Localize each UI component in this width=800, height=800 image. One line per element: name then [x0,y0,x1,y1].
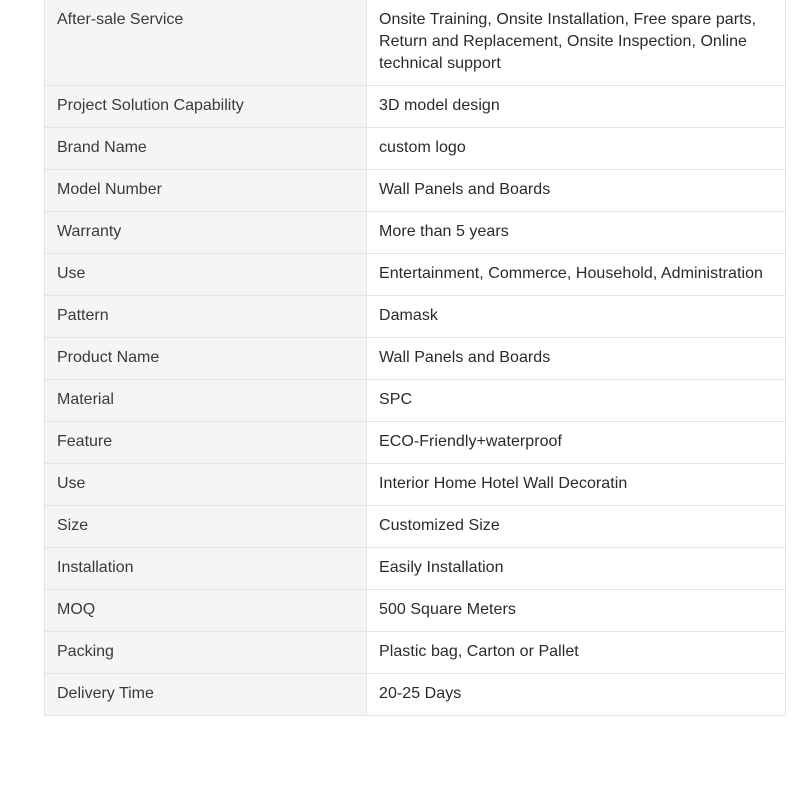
spec-value: custom logo [367,128,786,170]
spec-key: Use [45,254,367,296]
spec-row-warranty [45,212,786,254]
spec-key: Project Solution Capability [45,86,367,128]
spec-key: Installation [45,548,367,590]
spec-row-product-name [45,338,786,380]
spec-value: More than 5 years [367,212,786,254]
spec-key: Brand Name [45,128,367,170]
spec-row-project-solution-capability [45,86,786,128]
spec-row-after-sale-service [45,0,786,86]
spec-value: Interior Home Hotel Wall Decoratin [367,464,786,506]
spec-value: Easily Installation [367,548,786,590]
spec-value: 500 Square Meters [367,590,786,632]
spec-row-size [45,506,786,548]
spec-key: Size [45,506,367,548]
spec-key: Packing [45,632,367,674]
spec-value: Onsite Training, Onsite Installation, Free spare parts, Return and Replacement, Onsite Inspection, Online technical support [367,0,786,86]
spec-value: Customized Size [367,506,786,548]
spec-key: Use [45,464,367,506]
spec-key: Warranty [45,212,367,254]
spec-value: Wall Panels and Boards [367,338,786,380]
spec-row-moq [45,590,786,632]
spec-value: ECO-Friendly+waterproof [367,422,786,464]
spec-row-use [45,254,786,296]
spec-value: 3D model design [367,86,786,128]
spec-table-body [45,0,786,716]
spec-row-installation [45,548,786,590]
spec-key: Product Name [45,338,367,380]
spec-row-model-number [45,170,786,212]
spec-row-material [45,380,786,422]
spec-key: Pattern [45,296,367,338]
spec-row-pattern [45,296,786,338]
spec-row-use-2 [45,464,786,506]
spec-row-brand-name [45,128,786,170]
spec-key: MOQ [45,590,367,632]
spec-value: Damask [367,296,786,338]
spec-key: After-sale Service [45,0,367,86]
spec-row-delivery-time [45,674,786,716]
spec-key: Feature [45,422,367,464]
product-spec-table [44,0,786,716]
spec-row-packing [45,632,786,674]
spec-row-feature [45,422,786,464]
spec-value: Wall Panels and Boards [367,170,786,212]
spec-key: Delivery Time [45,674,367,716]
spec-value: SPC [367,380,786,422]
spec-key: Model Number [45,170,367,212]
spec-value: 20-25 Days [367,674,786,716]
spec-value: Plastic bag, Carton or Pallet [367,632,786,674]
spec-value: Entertainment, Commerce, Household, Administration [367,254,786,296]
spec-key: Material [45,380,367,422]
